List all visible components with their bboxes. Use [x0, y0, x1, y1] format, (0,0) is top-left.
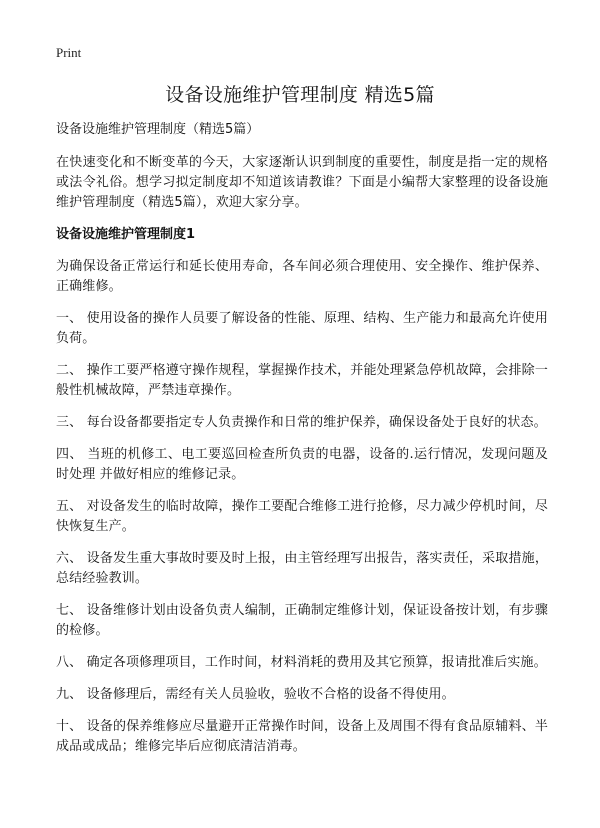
print-link[interactable]: Print: [56, 45, 82, 60]
body-paragraph: 二、 操作工要严格遵守操作规程，掌握操作技术，并能处理紧急停机故障，会排除一般性机械故障，严禁违章操作。: [56, 363, 548, 398]
body-paragraph: 五、 对设备发生的临时故障，操作工要配合维修工进行抢修，尽力减少停机时间，尽快恢复生产。: [56, 499, 548, 534]
body-paragraph: 六、 设备发生重大事故时要及时上报，由主管经理写出报告，落实责任，采取措施，总结经验教训。: [56, 551, 548, 586]
body-paragraph: 八、 确定各项修理项目，工作时间，材料消耗的费用及其它预算，报请批准后实施。: [56, 655, 547, 670]
body-paragraph: 为确保设备正常运行和延长使用寿命，各车间必须合理使用、安全操作、维护保养、正确维修。: [56, 259, 548, 294]
document-body: [56, 120, 548, 769]
body-paragraph: 三、 每台设备都要指定专人负责操作和日常的维护保养，确保设备处于良好的状态。: [56, 415, 547, 430]
body-paragraph: 七、 设备维修计划由设备负责人编制，正确制定维修计划，保证设备按计划，有步骤的检修。: [56, 603, 548, 638]
page-title: 设备设施维护管理制度 精选5篇: [165, 84, 435, 106]
section-heading: 设备设施维护管理制度1: [56, 227, 196, 242]
intro-paragraph: 在快速变化和不断变革的今天，大家逐渐认识到制度的重要性，制度是指一定的规格或法令礼俗。想学习拟定制度却不知道该请教谁？下面是小编帮大家整理的设备设施维护管理制度（精选5篇），欢迎大家分享。: [56, 155, 548, 210]
body-paragraph: 十、 设备的保养维修应尽量避开正常操作时间，设备上及周围不得有食品原辅料、半成品或成品；维修完毕后应彻底清洁消毒。: [56, 719, 548, 754]
body-paragraph: 四、 当班的机修工、电工要巡回检查所负责的电器，设备的.运行情况，发现问题及时处理 并做好相应的维修记录。: [56, 447, 548, 482]
body-paragraph: 九、 设备修理后，需经有关人员验收，验收不合格的设备不得使用。: [56, 687, 455, 702]
document-subtitle: 设备设施维护管理制度（精选5篇）: [56, 122, 260, 137]
body-paragraph: 一、 使用设备的操作人员要了解设备的性能、原理、结构、生产能力和最高允许使用负荷。: [56, 311, 548, 346]
